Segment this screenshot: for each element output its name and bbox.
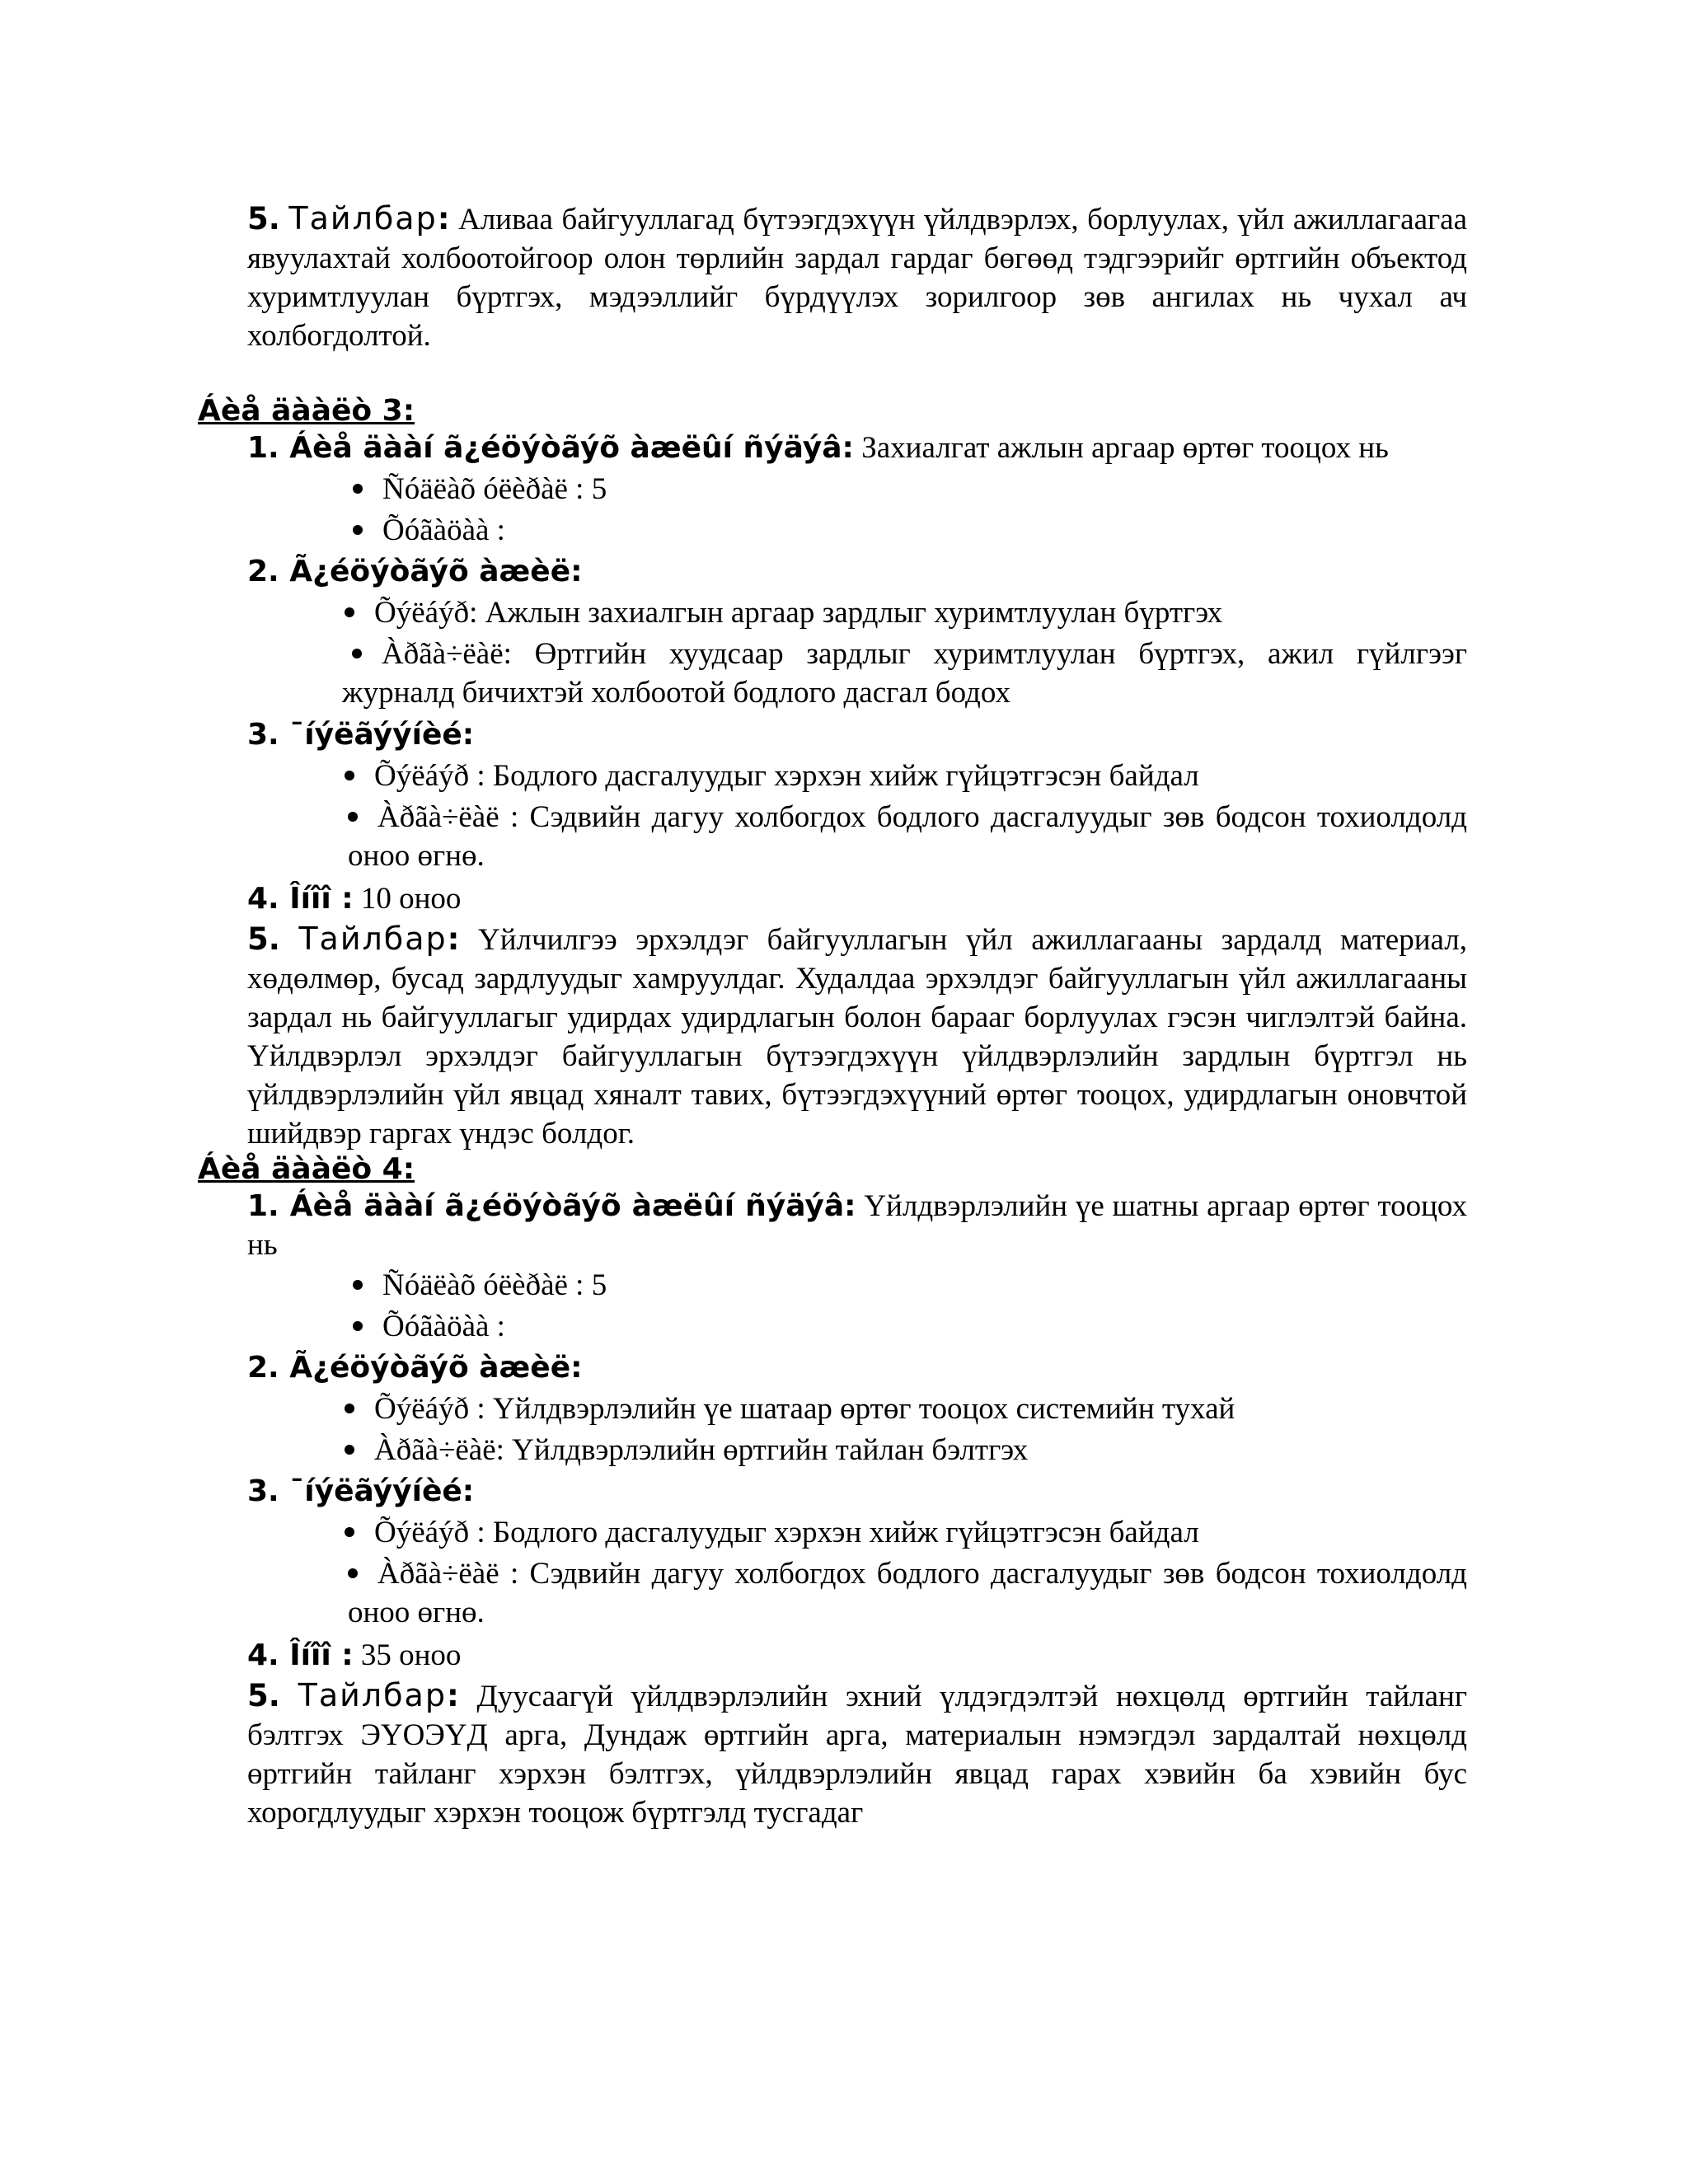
- bullet-dot: [353, 525, 363, 535]
- bullet-dot: [348, 1568, 358, 1578]
- section4-item3-key: 3. ¯íýëãýýíèé:: [247, 1474, 475, 1508]
- section4-item4-value: 35 оноо: [360, 1638, 462, 1672]
- section4-b3-1-text: Õýëáýð : Бодлого дасгалуудыг хэрхэн хийж гүйцэтгэсэн байдал: [374, 1516, 1199, 1549]
- section4-bullet-source-text: Õóãàöàà :: [382, 1310, 505, 1343]
- section3-note-label: Тайлбар: [298, 921, 448, 957]
- section3-b3-2-text: Àðãà÷ëàë : Сэдвийн дагуу холбогдох бодлого дасгалуудыг зөв бодсон тохиолдолд оноо өгнө.: [348, 800, 1467, 873]
- section3-item4-value: 10 оноо: [360, 882, 462, 916]
- bullet-dot: [353, 1321, 363, 1331]
- section4-b2-2-text: Àðãà÷ëàë: Үйлдвэрлэлийн өртгийн тайлан бэлтгэх: [374, 1433, 1029, 1467]
- section4-item4-key: 4. Îíîî :: [247, 1638, 354, 1672]
- section3-item4-key: 4. Îíîî :: [247, 882, 354, 916]
- bullet-dot: [352, 649, 362, 658]
- section3-item4: [247, 879, 1467, 918]
- top-note-label: Тайлбар: [288, 200, 438, 237]
- section4-bullet-eval-form: [345, 1513, 1199, 1552]
- section3-item1-value: Захиалгат ажлын аргаар өртөг тооцох нь: [861, 431, 1389, 465]
- bullet-dot: [353, 1280, 363, 1290]
- section4-heading: Áèå äààëò 4:: [198, 1152, 415, 1186]
- section3-item3-key: 3. ¯íýëãýýíèé:: [247, 718, 475, 752]
- section3-heading: Áèå äààëò 3:: [198, 394, 415, 428]
- bullet-dot: [345, 607, 354, 617]
- section4-item3: [247, 1472, 1467, 1511]
- section3-bullet-eval-form: [345, 757, 1199, 795]
- section4-bullet-form: [345, 1390, 1235, 1428]
- section4-note-colon: :: [446, 1678, 459, 1713]
- section3-item2: [247, 552, 1467, 591]
- section4-bullet-hours-text: Ñóäëàõ óëèðàë : 5: [382, 1268, 607, 1302]
- section3-bullet-hours-text: Ñóäëàõ óëèðàë : 5: [382, 472, 607, 506]
- bullet-dot: [353, 484, 363, 494]
- section3-bullet-source-text: Õóãàöàà :: [382, 513, 505, 547]
- section4-note-label: Тайлбар: [298, 1677, 447, 1713]
- section3-note-paragraph: [247, 920, 1467, 1153]
- section3-note-number: 5.: [247, 921, 280, 957]
- section3-note-colon: :: [447, 921, 460, 957]
- top-note-paragraph: [247, 199, 1467, 355]
- section3-item2-key: 2. Ã¿éöýòãýõ àæèë:: [247, 555, 583, 588]
- section3-b2-1-text: Õýëáýð: Ажлын захиалгын аргаар зардлыг хуримтлуулан бүртгэх: [374, 596, 1223, 630]
- section3-item3: [247, 715, 1467, 754]
- section3-bullet-eval-method: [348, 798, 1467, 875]
- section3-bullet-form: [345, 593, 1222, 632]
- section4-item4: [247, 1636, 1467, 1675]
- section4-bullet-source: [353, 1307, 505, 1346]
- section4-note-paragraph: [247, 1676, 1467, 1832]
- top-note-text: Аливаа байгууллагад бүтээгдэхүүн үйлдвэрлэх, борлуулах, үйл ажиллагаагаа явуулахтай холбоотойгоор олон төрлийн зардал гардаг бөгөөд тэдгээрийг өртгийн объектод хуримтлуулан бүртгэх, мэдээллийг бүрдүүлэх зорилгоор зөв ангилах нь чухал ач холбогдолтой.: [247, 203, 1468, 353]
- section3-b3-1-text: Õýëáýð : Бодлого дасгалуудыг хэрхэн хийж гүйцэтгэсэн байдал: [374, 759, 1199, 793]
- section3-item1: [247, 429, 1467, 467]
- section4-item1-key: 1. Áèå äààí ã¿éöýòãýõ àæëûí ñýäýâ:: [247, 1189, 856, 1223]
- section4-b3-2-text: Àðãà÷ëàë : Сэдвийн дагуу холбогдох бодлого дасгалуудыг зөв бодсон тохиолдолд оноо өгнө.: [348, 1557, 1467, 1629]
- section4-item2-key: 2. Ã¿éöýòãýõ àæèë:: [247, 1351, 583, 1385]
- section3-item1-key: 1. Áèå äààí ã¿éöýòãýõ àæëûí ñýäýâ:: [247, 431, 854, 465]
- bullet-dot: [345, 1404, 354, 1413]
- bullet-dot: [345, 771, 354, 780]
- top-note-number: 5.: [247, 201, 280, 237]
- top-note-colon: :: [437, 201, 450, 237]
- bullet-dot: [345, 1445, 354, 1455]
- bullet-dot: [348, 812, 358, 822]
- bullet-dot: [345, 1527, 354, 1537]
- section4-note-number: 5.: [247, 1678, 280, 1713]
- section4-item1: [247, 1187, 1467, 1264]
- section4-bullet-eval-method: [348, 1554, 1467, 1632]
- section3-bullet-method: [342, 635, 1467, 712]
- section4-bullet-method: [345, 1431, 1028, 1469]
- section4-item2: [247, 1348, 1467, 1387]
- section4-note-text: Дуусаагүй үйлдвэрлэлийн эхний үлдэгдэлтэй нөхцөлд өртгийн тайланг бэлтгэх ЭҮОЭҮД арга, Дундаж өртгийн арга, материалын нэмэгдэл зардалтай нөхцөлд өртгийн тайланг хэрхэн бэлтгэх, үйлдвэрлэлийн явцад гарах хэвийн ба хэвийн бус хорогдлуудыг хэрхэн тооцож бүртгэлд тусгадаг: [247, 1680, 1468, 1830]
- section4-bullet-hours: [353, 1266, 607, 1305]
- section3-bullet-hours: [353, 470, 607, 509]
- section3-b2-2-text: Àðãà÷ëàë: Өртгийн хуудсаар зардлыг хуримтлуулан бүртгэх, ажил гүйлгээг журналд бичихтэй холбоотой бодлого дасгал бодох: [342, 637, 1467, 710]
- section3-bullet-source: [353, 511, 505, 550]
- section4-b2-1-text: Õýëáýð : Үйлдвэрлэлийн үе шатаар өртөг тооцох системийн тухай: [374, 1392, 1236, 1426]
- section4-item1-value: Үйлдвэрлэлийн үе шатны аргаар өртөг тооцох нь: [247, 1189, 1467, 1262]
- section3-note-text: Үйлчилгээ эрхэлдэг байгууллагын үйл ажиллагааны зардалд материал, хөдөлмөр, бусад зардлуудыг хамруулдаг. Худалдаа эрхэлдэг байгууллагын үйл ажиллагааны зардал нь байгууллагыг удирдах удирдлагын болон барааг борлуулах гэсэн чиглэлтэй байна. Үйлдвэрлэл эрхэлдэг байгууллагын бүтээгдэхүүн үйлдвэрлэлийн зардлын бүртгэл нь үйлдвэрлэлийн үйл явцад хяналт тавих, бүтээгдэхүүний өртөг тооцох, удирдлагын оновчтой шийдвэр гаргах үндэс болдог.: [247, 923, 1467, 1151]
